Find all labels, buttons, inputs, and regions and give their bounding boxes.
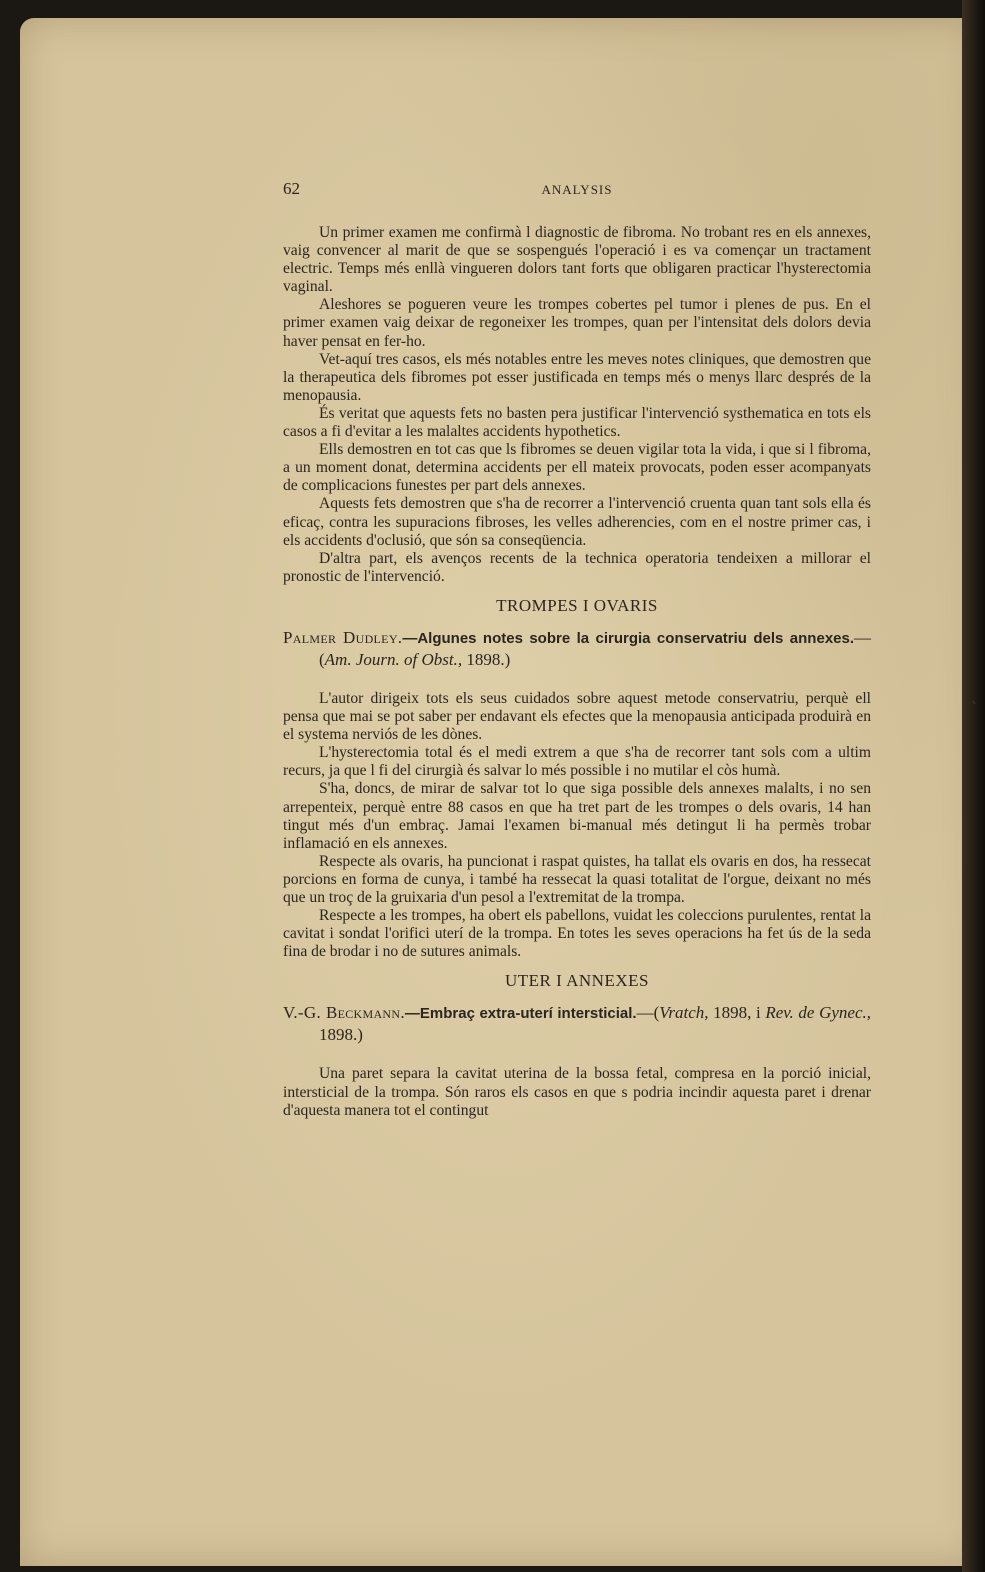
paragraph: D'altra part, els avenços recents de la technica operatoria tendeixen a millorar el pronostic de l'intervenció.: [283, 549, 871, 585]
citation: [283, 627, 871, 670]
citation-year: 1898, i: [708, 1003, 766, 1023]
citation-punct: —(: [319, 627, 872, 669]
citation-source: Rev. de Gynec.,: [765, 1003, 872, 1023]
book-edge: [962, 0, 985, 1572]
paragraph: L'autor dirigeix tots els seus cuidados sobre aquest metode conservatriu, perquè ell pensa que mai se pot saber per endavant els efectes que la menopausia anticipada produirà en el systema nerviós de les dònes.: [283, 689, 871, 744]
page-header: 62 ANALYSIS: [283, 180, 871, 200]
paragraph: S'ha, doncs, de mirar de salvar tot lo que siga possible dels annexes malalts, i no sen arrepenteix, perquè entre 88 casos en que ha tret part de les trompes o dels ovaris, 14 han tingut més d'un embraç. Jamai l'examen bi-manual més detingut li ha permès trobar inflamació en els annexes.: [283, 780, 871, 852]
citation: [283, 1002, 871, 1045]
section1-body: [283, 690, 871, 961]
citation-source: Am. Journ. of Obst.,: [324, 649, 463, 669]
intro-section: [283, 224, 871, 586]
section-heading: UTER I ANNEXES: [505, 971, 649, 991]
section2-body: [283, 1065, 871, 1119]
running-head: ANALYSIS: [541, 182, 613, 197]
margin-mark: ˛: [972, 690, 977, 705]
paragraph: Respecte a les trompes, ha obert els pabellons, vuidat les coleccions purulentes, rentat la cavitat i sondat l'orifici uterí de la trompa. En totes les seves operacions ha fet ús de la seda fina de brodar i no de sutures animals.: [283, 907, 871, 961]
paragraph: L'hysterectomia total és el medi extrem a que s'ha de recorrer tant sols com a ultim recurs, ja que l fi del cirurgià és salvar lo més possible i no mutilar el còs humà.: [283, 744, 871, 780]
citation-author: Palmer Dudley.: [283, 627, 403, 647]
citation-year: 1898.): [319, 1025, 363, 1045]
paragraph: És veritat que aquests fets no basten pera justificar l'intervenció systhematica en tots els casos a fi d'evitar a les malaltes accidents hypothetics.: [283, 404, 871, 441]
paragraph: Ells demostren en tot cas que ls fibromes se deuen vigilar tota la vida, i que si l fibroma, a un moment donat, determina accidents per ell mateix provocats, poden esser acompanyats de complicacions funestes per part dels annexes.: [283, 441, 871, 495]
paragraph: Aleshores se pogueren veure les trompes cobertes pel tumor i plenes de pus. En el primer examen vaig deixar de regoneixer les trompes, quan per l'intensitat dels dolors devia haver pensat en fer-ho.: [283, 296, 871, 350]
section-heading: TROMPES I OVARIS: [496, 595, 658, 615]
paragraph: Aquests fets demostren que s'ha de recorrer a l'intervenció cruenta quan tant sols ella és eficaç, contra les supuracions fibroses, les velles adherencies, com en el nostre primer cas, i els accidents d'oclusió, que són sa conseqüencia.: [283, 495, 871, 549]
paragraph: Una paret separa la cavitat uterina de la bossa fetal, compresa en la porció inicial, intersticial de la trompa. Són raros els casos en que s podria incindir aquesta paret i drenar d'aquesta manera tot el contingut: [283, 1065, 871, 1119]
paragraph: Respecte als ovaris, ha puncionat i raspat quistes, ha tallat els ovaris en dos, ha ressecat porcions en forma de cunya, i també ha ressecat la quasi totalitat de l'orgue, deixant no més que un troç de la gruixaria d'un pesol a l'extremitat de la trompa.: [283, 852, 871, 906]
citation-title: —Algunes notes sobre la cirurgia conservatriu dels annexes.: [402, 629, 855, 647]
page-text: [283, 180, 871, 1120]
citation-title: —Embraç extra-uterí intersticial.: [404, 1005, 637, 1023]
citation-year: 1898.): [462, 649, 511, 669]
paragraph: Un primer examen me confirmà l diagnostic de fibroma. No trobant res en els annexes, vaig convencer al marit de que se sospengués l'operació i es va començar un tractament electric. Temps més enllà vingueren dolors tant forts que obligaren practicar l'hysterectomia vaginal.: [283, 224, 871, 296]
paragraph: Vet-aquí tres casos, els més notables entre les meves notes cliniques, que demostren que la therapeutica dels fibromes pot esser justificada en temps més o menys llarc després de la menopausia.: [283, 350, 871, 404]
citation-punct: —(: [636, 1003, 660, 1023]
citation-source: Vratch,: [659, 1003, 709, 1023]
citation-author: V.-G. Beckmann.: [283, 1003, 405, 1023]
